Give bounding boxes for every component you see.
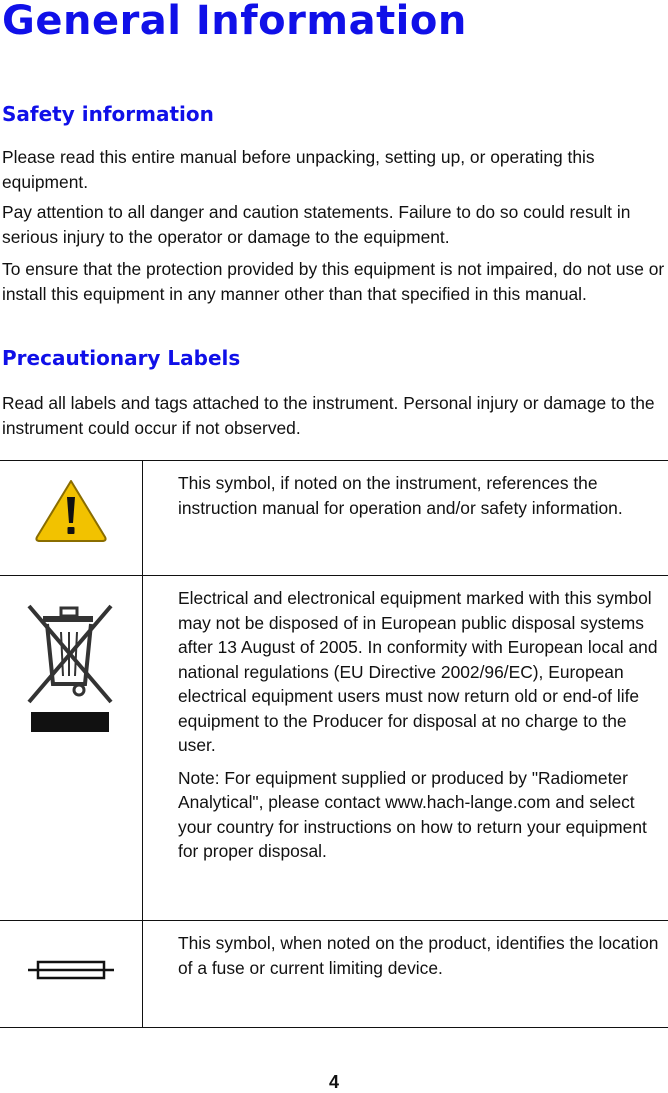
- precautionary-labels-intro: Read all labels and tags attached to the instrument. Personal injury or damage to the instrument could occur if not observed.: [2, 393, 655, 438]
- symbol-row-fuse: [0, 921, 668, 1028]
- page-number: 4: [328, 1072, 339, 1092]
- precautionary-labels-heading: Precautionary Labels: [2, 346, 241, 370]
- fuse-symbol-icon: [26, 957, 116, 983]
- weee-symbol-note: Note: For equipment supplied or produced by "Radiometer Analytical", please contact www.hach-lange.com and select your country for instructions on how to return your equipment for proper disposal.: [178, 767, 647, 861]
- symbol-icon-cell: [0, 461, 143, 576]
- fuse-symbol-description: This symbol, when noted on the product, identifies the location of a fuse or current limiting device.: [178, 933, 659, 978]
- safety-information-heading: Safety information: [2, 102, 214, 126]
- warning-triangle-icon: [31, 475, 111, 545]
- symbol-description-cell: [143, 576, 668, 921]
- symbol-description-cell: [143, 461, 668, 576]
- symbol-row-warning: [0, 461, 668, 576]
- symbol-icon-cell: [0, 576, 143, 921]
- crossed-out-wheelie-bin-icon: [21, 596, 121, 736]
- symbol-row-weee: [0, 576, 668, 921]
- symbol-description-cell: [143, 921, 668, 1028]
- warning-symbol-description: This symbol, if noted on the instrument, references the instruction manual for operation and/or safety information.: [178, 473, 623, 518]
- page-title: General Information: [2, 0, 467, 44]
- symbol-icon-cell: [0, 921, 143, 1028]
- safety-paragraph-2: Pay attention to all danger and caution statements. Failure to do so could result in serious injury to the operator or damage to the equipment.: [2, 202, 631, 247]
- safety-paragraph-3: To ensure that the protection provided by this equipment is not impaired, do not use or install this equipment in any manner other than that specified in this manual.: [2, 259, 665, 304]
- weee-symbol-description: Electrical and electronical equipment marked with this symbol may not be disposed of in European public disposal systems after 13 August of 2005. In conformity with European local and national regulations (EU Directive 2002/96/EC), European electrical equipment users must now return old or end-of life equipment to the Producer for disposal at no charge to the user.: [178, 588, 658, 755]
- safety-paragraph-1: Please read this entire manual before unpacking, setting up, or operating this equipment.: [2, 147, 595, 192]
- symbol-table: [0, 460, 668, 1028]
